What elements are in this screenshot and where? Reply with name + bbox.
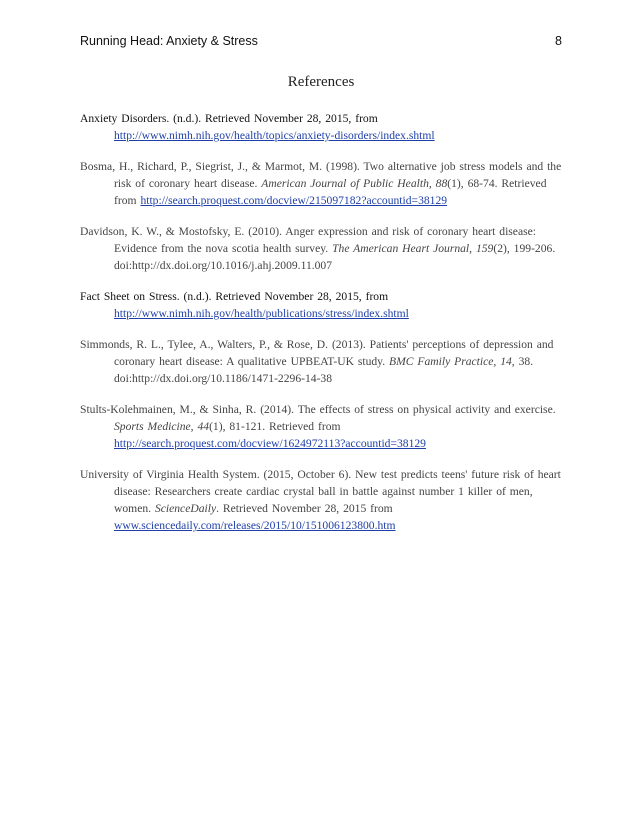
references-title: References [287,74,355,90]
reference-text: (2), 199-206. doi:http://dx.doi.org/10.1016/j.ahj.2009.11.007 [114,242,556,272]
references-list [80,110,564,548]
page-number: 8 [555,34,562,48]
reference-entry [80,158,564,209]
reference-journal: ScienceDaily [154,502,217,515]
reference-text: Stults-Kolehmainen, M., & Sinha, R. (2014). The effects of stress on physical activity and exercise. [80,403,556,416]
running-head: Running Head: Anxiety & Stress [80,34,258,48]
reference-link[interactable]: http://www.nimh.nih.gov/health/publications/stress/index.shtml [114,307,409,320]
reference-link[interactable]: http://search.proquest.com/docview/215097182?accountid=38129 [140,194,448,207]
reference-link[interactable]: http://search.proquest.com/docview/1624972113?accountid=38129 [114,437,426,450]
reference-entry [80,223,564,274]
reference-text: , 38. doi:http://dx.doi.org/10.1186/1471-2296-14-38 [114,355,534,385]
reference-text: Fact Sheet on Stress. (n.d.). Retrieved November 28, 2015, from [80,290,389,303]
reference-text: . Retrieved November 28, 2015 from [216,502,393,515]
reference-text: (1), 68-74. Retrieved from [114,177,547,207]
reference-entry [80,336,564,387]
reference-text: Davidson, K. W., & Mostofsky, E. (2010). Anger expression and risk of coronary heart disease: Evidence from the nova scotia health survey. [80,225,536,255]
reference-journal: American Journal of Public Health, 88 [261,177,448,190]
reference-text: (1), 81-121. Retrieved from [209,420,341,433]
page-header [80,34,562,48]
reference-journal: The American Heart Journal, 159 [332,242,494,255]
reference-journal: BMC Family Practice, 14 [389,355,512,368]
reference-link[interactable]: www.sciencedaily.com/releases/2015/10/151006123800.htm [114,519,396,532]
reference-entry [80,110,564,144]
reference-entry [80,466,564,534]
reference-entry [80,401,564,452]
reference-text: Simmonds, R. L., Tylee, A., Walters, P., & Rose, D. (2013). Patients' perceptions of depression and coronary heart disease: A qualitative UPBEAT-UK study. [80,338,554,368]
reference-text: Anxiety Disorders. (n.d.). Retrieved November 28, 2015, from [80,112,378,125]
reference-text: Bosma, H., Richard, P., Siegrist, J., & Marmot, M. (1998). Two alternative job stress models and the risk of coronary heart disease. [80,160,562,190]
reference-link[interactable]: http://www.nimh.nih.gov/health/topics/anxiety-disorders/index.shtml [114,129,435,142]
reference-entry [80,288,564,322]
reference-text: University of Virginia Health System. (2015, October 6). New test predicts teens' future risk of heart disease: Researchers create cardiac crystal ball in battle against number 1 killer of men, women. [80,468,561,515]
reference-journal: Sports Medicine, 44 [114,420,210,433]
